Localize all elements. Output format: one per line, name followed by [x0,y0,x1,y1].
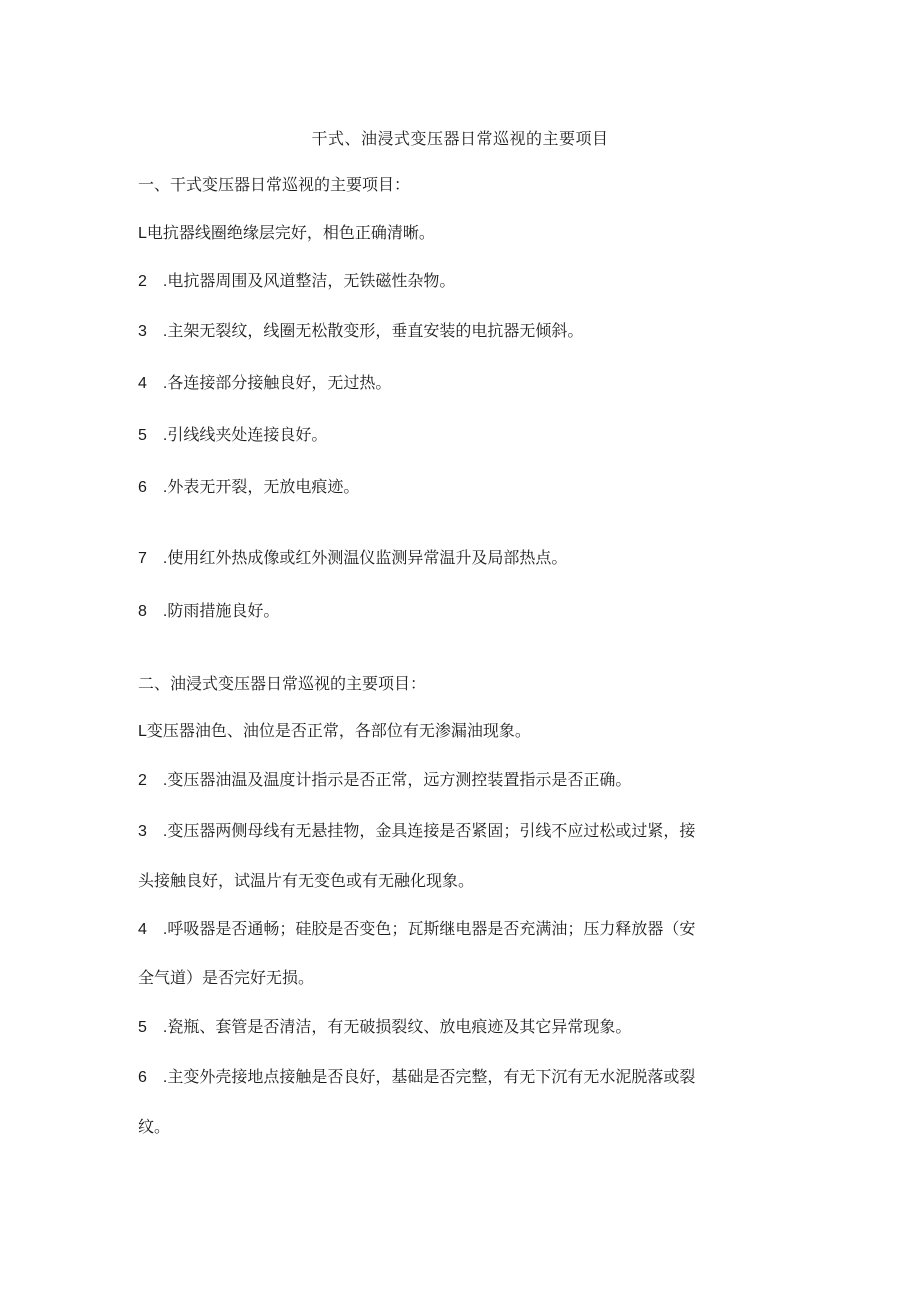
item-text: 变压器油温及温度计指示是否正常，远方测控装置指示是否正确。 [167,770,632,789]
item-number: 3 . [138,823,168,840]
item-number: 8 . [138,603,168,620]
item-text: 外表无开裂，无放电痕迹。 [167,477,360,496]
section-2-item-1 [138,720,531,743]
section-1-item-1 [138,222,435,245]
item-text: 主架无裂纹，线圈无松散变形，垂直安装的电抗器无倾斜。 [167,321,584,340]
section-1-item-2 [138,270,455,293]
item-text: 变压器油色、油位是否正常，各部位有无渗漏油现象。 [146,721,531,740]
item-number: 6 . [138,479,168,496]
item-number: 4 . [138,375,168,392]
item-number: 5 . [138,427,168,444]
section-2-item-5 [138,1016,631,1039]
item-text: 引线线夹处连接良好。 [167,425,328,444]
item-text: 各连接部分接触良好，无过热。 [167,373,392,392]
section-2-item-2 [138,769,631,792]
item-text: 变压器两侧母线有无悬挂物，金具连接是否紧固；引线不应过松或过紧，接 [167,821,696,840]
section-2-item-6 [138,1066,695,1089]
section-1-item-3 [138,320,583,343]
document-title: 干式、油浸式变压器日常巡视的主要项目 [311,129,609,148]
item-number: 7 . [138,550,168,567]
item-number: 2 . [138,273,168,290]
item-text: 电抗器周围及风道整洁，无铁磁性杂物。 [167,271,456,290]
item-number: L [138,225,147,242]
section-2-heading: 二、油浸式变压器日常巡视的主要项目： [138,674,427,693]
section-2-item-4-continuation: 全气道）是否完好无损。 [138,968,315,987]
item-text: 呼吸器是否通畅；硅胶是否变色；瓦斯继电器是否充满油；压力释放器（安 [167,919,696,938]
item-number: 4 . [138,921,168,938]
item-number: 2 . [138,772,168,789]
item-number: L [138,723,147,740]
section-2-item-4 [138,918,695,941]
item-text: 电抗器线圈绝缘层完好，相色正确清晰。 [146,223,435,242]
section-1-item-8 [138,600,279,623]
item-text: 防雨措施良好。 [167,601,280,620]
item-text: 瓷瓶、套管是否清洁，有无破损裂纹、放电痕迹及其它异常现象。 [167,1017,632,1036]
section-2-item-3 [138,820,695,843]
item-text: 主变外壳接地点接触是否良好，基础是否完整，有无下沉有无水泥脱落或裂 [167,1067,696,1086]
section-1-item-6 [138,476,359,499]
section-2-item-6-continuation: 纹。 [138,1117,171,1136]
item-text: 使用红外热成像或红外测温仪监测异常温升及局部热点。 [167,548,568,567]
item-number: 6 . [138,1069,168,1086]
section-1-item-4 [138,372,391,395]
section-1-heading: 一、干式变压器日常巡视的主要项目： [138,175,411,194]
item-number: 5 . [138,1019,168,1036]
section-1-item-7 [138,547,567,570]
section-1-item-5 [138,424,327,447]
section-2-item-3-continuation: 头接触良好，试温片有无变色或有无融化现象。 [138,871,475,890]
item-number: 3 . [138,323,168,340]
